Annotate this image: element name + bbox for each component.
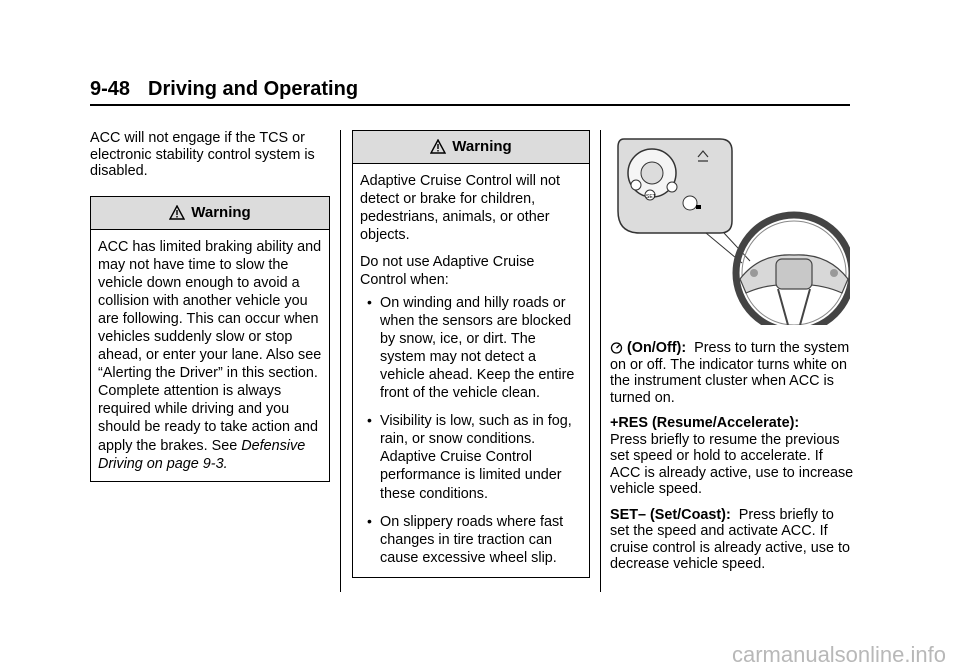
definition-resume bbox=[610, 415, 855, 498]
warning-icon bbox=[430, 139, 446, 154]
column-3 bbox=[610, 340, 855, 582]
bullet-icon: • bbox=[367, 512, 372, 529]
page-number: 9-48 bbox=[90, 78, 131, 100]
warning-paragraph-2: Do not use Adaptive Cruise Control when: bbox=[360, 254, 535, 289]
warning-icon bbox=[169, 205, 185, 220]
warning-text: ACC has limited braking ability and may not have time to slow the vehicle down enough to avoid a collision with another vehicle you are following. This can occur when vehicles suddenly slow or stop ahead, or enter your lane. Also see “Alerting the Driver” in this section. Complete attention is always required while driving and you should be ready to take action and apply the brakes. See bbox=[98, 238, 322, 454]
bullet-icon: • bbox=[367, 293, 372, 310]
warning-header bbox=[91, 197, 329, 230]
page-header bbox=[90, 78, 358, 101]
warning-body bbox=[91, 230, 329, 481]
column-2 bbox=[352, 130, 590, 578]
warning-box-braking bbox=[90, 196, 330, 482]
list-item: • Visibility is low, such as in fog, rain, or snow conditions. Adaptive Cruise Control performance is limited under these conditions. bbox=[367, 412, 572, 502]
definition-on-off bbox=[610, 340, 855, 406]
definition-text: Press to turn the system on or off. The indicator turns white on the instrument cluster when ACC is turned on. bbox=[610, 340, 850, 406]
conditions-list bbox=[360, 294, 582, 567]
bullet-icon: • bbox=[367, 412, 372, 429]
definition-term: SET– (Set/Coast): bbox=[610, 506, 731, 523]
warning-header bbox=[353, 131, 589, 164]
header-rule bbox=[90, 104, 850, 106]
warning-title: Warning bbox=[452, 138, 512, 155]
list-item: • On winding and hilly roads or when the sensors are blocked by snow, ice, or dirt. The system may not detect a vehicle ahead. Keep the entire front of the vehicle clean. bbox=[367, 293, 575, 402]
warning-title: Warning bbox=[191, 203, 251, 221]
steering-wheel-controls-icon bbox=[610, 133, 850, 325]
set-button-label: SET bbox=[646, 194, 656, 200]
definition-term: +RES (Resume/Accelerate): bbox=[610, 415, 800, 431]
warning-body bbox=[353, 164, 589, 577]
watermark: carmanualsonline.info bbox=[731, 642, 946, 667]
intro-paragraph: ACC will not engage if the TCS or electronic stability control system is disabled. bbox=[90, 130, 315, 179]
steering-wheel-illustration bbox=[610, 133, 850, 325]
reference-link: Defensive Driving on page 9-3. bbox=[98, 437, 306, 472]
definition-set bbox=[610, 507, 855, 573]
warning-box-detection bbox=[352, 130, 590, 578]
definition-text: Press briefly to resume the previous set speed or hold to accelerate. If ACC is already active, use to increase vehicle speed. bbox=[610, 431, 854, 497]
column-divider-1 bbox=[340, 130, 341, 592]
warning-paragraph-1: Adaptive Cruise Control will not detect or brake for children, pedestrians, animals, or other objects. bbox=[360, 173, 560, 244]
definition-term: (On/Off): bbox=[627, 340, 687, 356]
cruise-on-off-icon bbox=[610, 341, 623, 354]
column-1 bbox=[90, 130, 330, 482]
section-title: Driving and Operating bbox=[148, 78, 359, 100]
definition-text: Press briefly to set the speed and activate ACC. If cruise control is already active, use to decrease vehicle speed. bbox=[610, 506, 850, 572]
column-divider-2 bbox=[600, 130, 601, 592]
list-item: • On slippery roads where fast changes in tire traction can cause excessive wheel slip. bbox=[367, 512, 564, 566]
